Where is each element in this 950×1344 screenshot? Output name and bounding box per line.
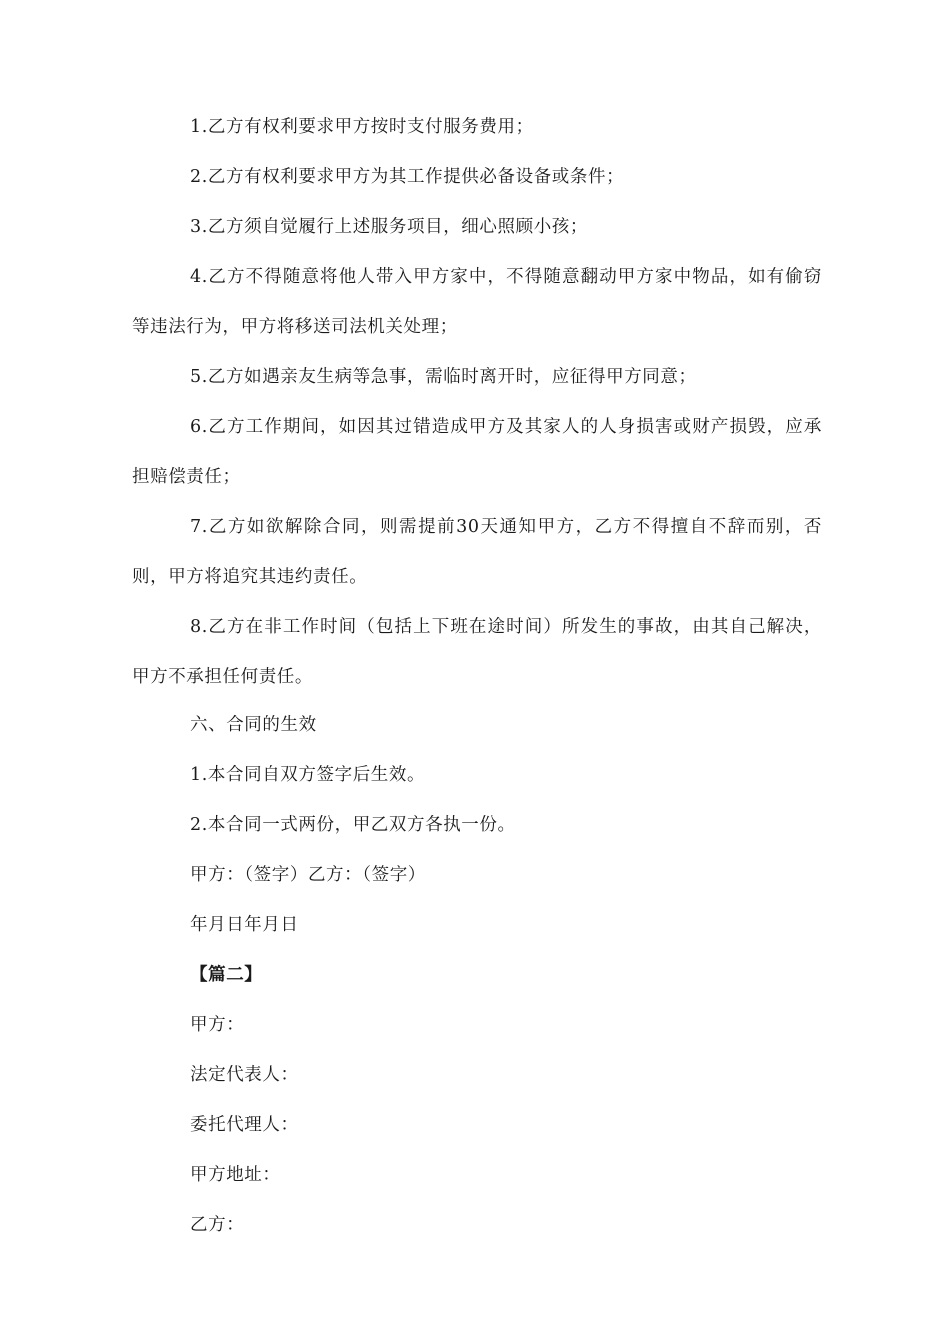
section-heading-effectiveness: 六、合同的生效: [190, 715, 317, 735]
clause-3-duties: 3.乙方须自觉履行上述服务项目，细心照顾小孩；: [190, 217, 588, 237]
signature-line: 甲方：（签字）乙方：（签字）: [190, 865, 426, 885]
effectiveness-clause-1: 1.本合同自双方签字后生效。: [190, 765, 426, 785]
legal-representative-field: 法定代表人：: [190, 1065, 299, 1085]
party-b-field: 乙方：: [190, 1215, 245, 1235]
clause-6-liability: 6.乙方工作期间，如因其过错造成甲方及其家人的人身损害或财产损毁，应承担赔偿责任；: [132, 417, 822, 487]
clause-7-termination: 7.乙方如欲解除合同，则需提前30天通知甲方，乙方不得擅自不辞而别，否则，甲方将追究其违约责任。: [132, 517, 822, 587]
party-a-address-field: 甲方地址：: [190, 1165, 281, 1185]
clause-8-off-duty-accidents: 8.乙方在非工作时间（包括上下班在途时间）所发生的事故，由其自己解决，甲方不承担任何责任。: [132, 617, 822, 687]
clause-2-right-to-equipment: 2.乙方有权利要求甲方为其工作提供必备设备或条件；: [190, 167, 625, 187]
clause-1-right-to-payment: 1.乙方有权利要求甲方按时支付服务费用；: [190, 117, 534, 137]
part-two-heading: 【篇二】: [190, 965, 263, 985]
date-line: 年月日年月日: [190, 915, 299, 935]
authorized-agent-field: 委托代理人：: [190, 1115, 299, 1135]
party-a-field: 甲方：: [190, 1015, 245, 1035]
clause-5-leave-approval: 5.乙方如遇亲友生病等急事，需临时离开时，应征得甲方同意；: [190, 367, 697, 387]
clause-4-no-visitors: 4.乙方不得随意将他人带入甲方家中，不得随意翻动甲方家中物品，如有偷窃等违法行为，甲方将移送司法机关处理；: [132, 267, 822, 337]
effectiveness-clause-2: 2.本合同一式两份，甲乙双方各执一份。: [190, 815, 516, 835]
